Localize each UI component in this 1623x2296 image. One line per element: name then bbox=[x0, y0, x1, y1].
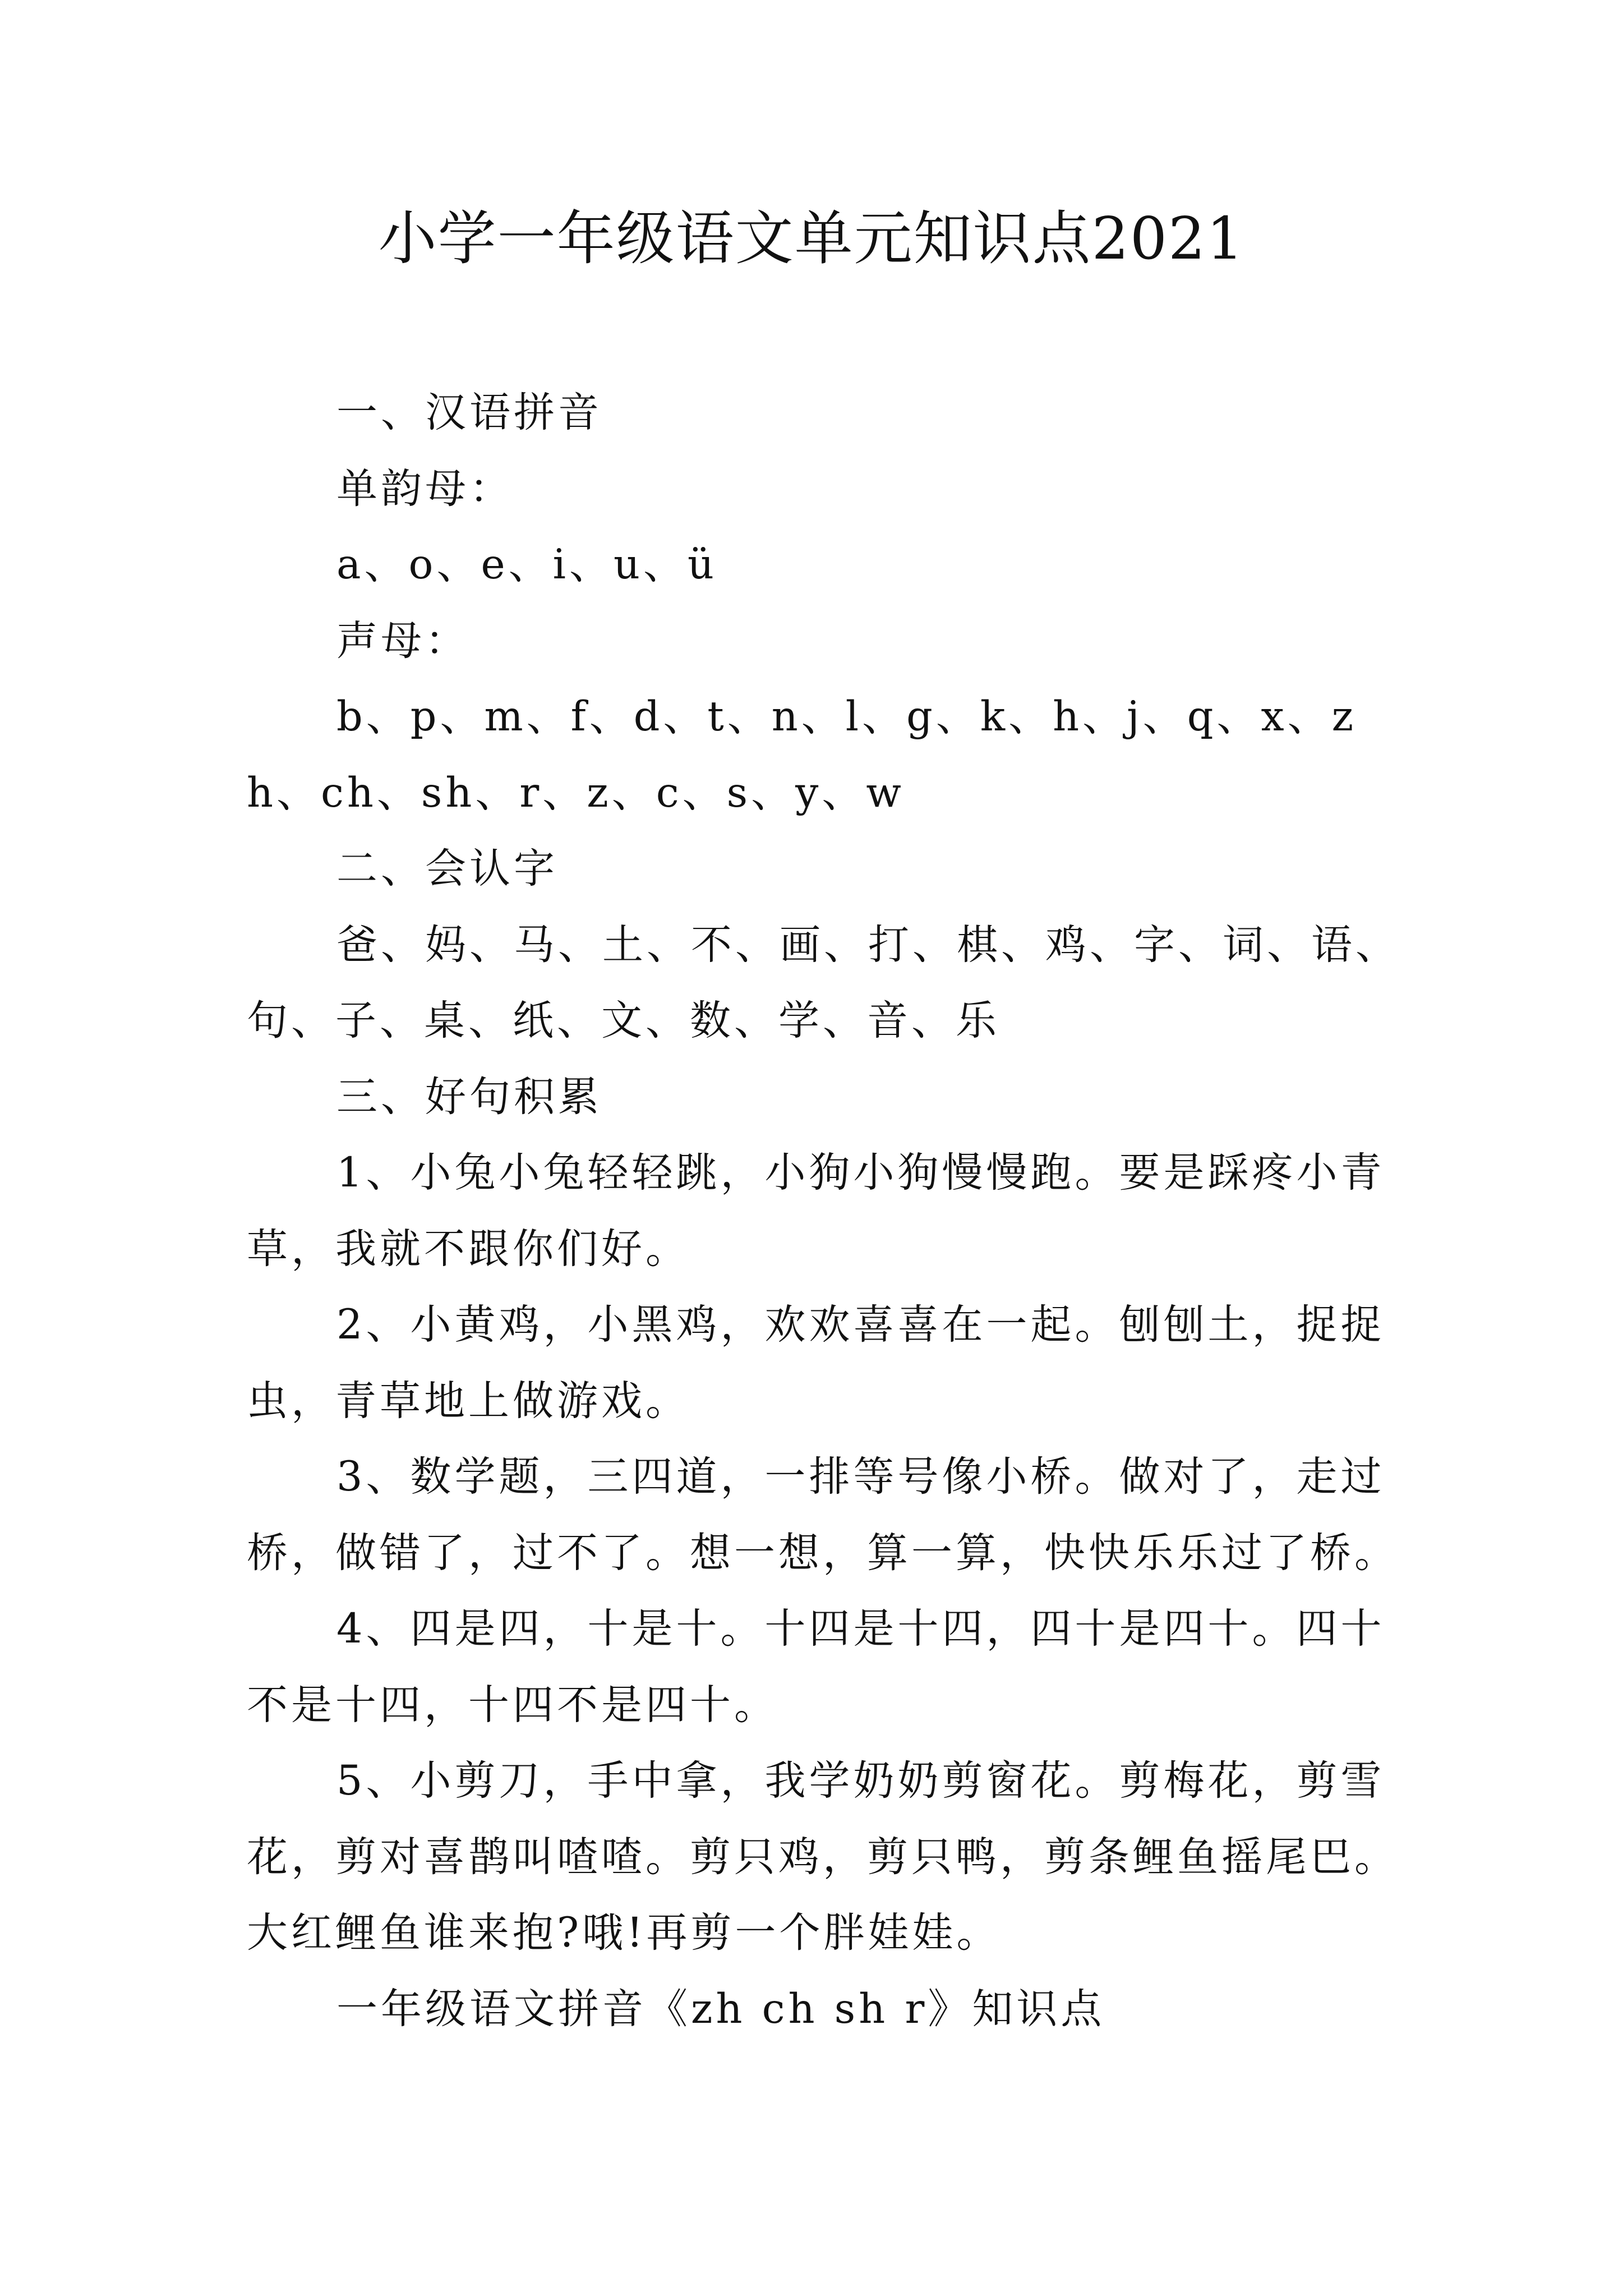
label-initials: 声母： bbox=[336, 616, 469, 665]
section-heading-sentences: 三、好句积累 bbox=[336, 1073, 602, 1121]
sentence-item-1: 1、小兔小兔轻轻跳，小狗小狗慢慢跑。要是踩疼小青草，我就不跟你们好。 bbox=[247, 1149, 1385, 1273]
initials-list: b、p、m、f、d、t、n、l、g、k、h、j、q、x、zh、ch、sh、r、z、c、s、y、w bbox=[247, 693, 1357, 817]
section-heading-pinyin: 一、汉语拼音 bbox=[336, 389, 602, 436]
sentence-item-3: 3、数学题，三四道，一排等号像小桥。做对了，走过桥，做错了，过不了。想一想，算一算，快快乐乐过了桥。 bbox=[247, 1453, 1399, 1577]
single-finals-list: a、o、e、i、u、ü bbox=[336, 541, 718, 588]
sentence-item-4: 4、四是四，十是十。十四是十四，四十是四十。四十不是十四，十四不是四十。 bbox=[247, 1605, 1385, 1729]
sentence-item-2: 2、小黄鸡，小黑鸡，欢欢喜喜在一起。刨刨土，捉捉虫，青草地上做游戏。 bbox=[247, 1301, 1385, 1425]
document-title: 小学一年级语文单元知识点2021 bbox=[378, 204, 1245, 273]
subsection-heading-zh-ch-sh-r: 一年级语文拼音《zh ch sh r》知识点 bbox=[336, 1985, 1105, 2033]
section-heading-characters: 二、会认字 bbox=[336, 845, 558, 892]
sentence-item-5: 5、小剪刀，手中拿，我学奶奶剪窗花。剪梅花，剪雪花，剪对喜鹊叫喳喳。剪只鸡，剪只鸭，剪条鲤鱼摇尾巴。大红鲤鱼谁来抱?哦!再剪一个胖娃娃。 bbox=[247, 1757, 1399, 1957]
label-single-finals: 单韵母： bbox=[336, 464, 514, 513]
characters-list: 爸、妈、马、土、不、画、打、棋、鸡、字、词、语、句、子、桌、纸、文、数、学、音、乐 bbox=[247, 921, 1400, 1045]
document-body bbox=[247, 375, 1413, 2047]
